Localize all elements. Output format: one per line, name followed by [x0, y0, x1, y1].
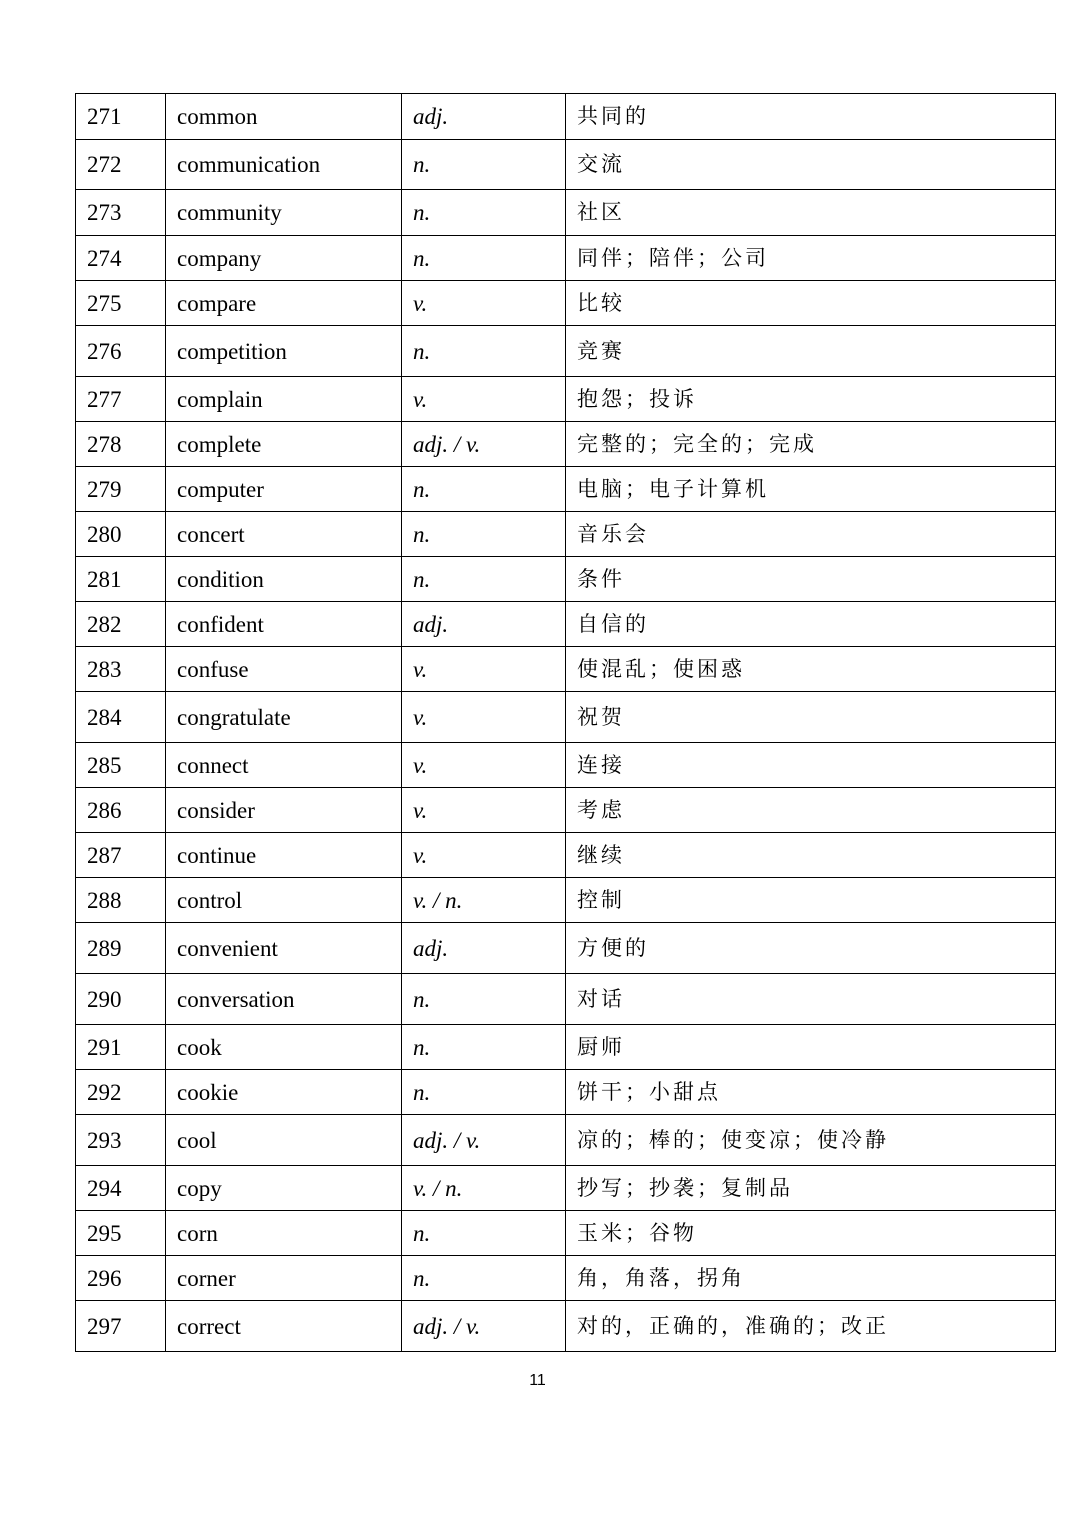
entry-part-of-speech: n.: [402, 557, 566, 602]
entry-word: community: [166, 190, 402, 236]
entry-meaning: 抄写；抄袭；复制品: [566, 1166, 1056, 1211]
entry-part-of-speech: n.: [402, 974, 566, 1025]
entry-word: confuse: [166, 647, 402, 692]
table-row: [76, 1301, 1056, 1352]
entry-word: cookie: [166, 1070, 402, 1115]
entry-part-of-speech: v.: [402, 647, 566, 692]
entry-meaning: 电脑；电子计算机: [566, 467, 1056, 512]
entry-part-of-speech: n.: [402, 1256, 566, 1301]
entry-meaning: 饼干；小甜点: [566, 1070, 1056, 1115]
entry-meaning: 厨师: [566, 1025, 1056, 1070]
entry-part-of-speech: v.: [402, 692, 566, 743]
entry-number: 281: [76, 557, 166, 602]
entry-number: 291: [76, 1025, 166, 1070]
entry-word: condition: [166, 557, 402, 602]
table-row: [76, 422, 1056, 467]
entry-part-of-speech: n.: [402, 467, 566, 512]
entry-word: computer: [166, 467, 402, 512]
entry-meaning: 抱怨；投诉: [566, 377, 1056, 422]
entry-word: congratulate: [166, 692, 402, 743]
entry-word: communication: [166, 140, 402, 190]
table-row: [76, 281, 1056, 326]
entry-part-of-speech: adj.: [402, 602, 566, 647]
entry-word: cook: [166, 1025, 402, 1070]
entry-number: 284: [76, 692, 166, 743]
table-row: [76, 94, 1056, 140]
table-row: [76, 692, 1056, 743]
table-row: [76, 1070, 1056, 1115]
entry-number: 279: [76, 467, 166, 512]
entry-meaning: 比较: [566, 281, 1056, 326]
entry-meaning: 完整的；完全的；完成: [566, 422, 1056, 467]
entry-meaning: 使混乱；使困惑: [566, 647, 1056, 692]
entry-number: 290: [76, 974, 166, 1025]
entry-meaning: 音乐会: [566, 512, 1056, 557]
entry-number: 294: [76, 1166, 166, 1211]
vocabulary-table-body: [76, 94, 1056, 1352]
table-row: [76, 923, 1056, 974]
entry-number: 278: [76, 422, 166, 467]
entry-part-of-speech: n.: [402, 326, 566, 377]
table-row: [76, 743, 1056, 788]
entry-meaning: 玉米；谷物: [566, 1211, 1056, 1256]
entry-word: company: [166, 236, 402, 281]
entry-number: 293: [76, 1115, 166, 1166]
entry-word: corn: [166, 1211, 402, 1256]
table-row: [76, 377, 1056, 422]
entry-meaning: 社区: [566, 190, 1056, 236]
entry-part-of-speech: adj. / v.: [402, 1301, 566, 1352]
entry-number: 277: [76, 377, 166, 422]
entry-meaning: 连接: [566, 743, 1056, 788]
entry-word: conversation: [166, 974, 402, 1025]
entry-number: 285: [76, 743, 166, 788]
entry-part-of-speech: v.: [402, 281, 566, 326]
table-row: [76, 974, 1056, 1025]
entry-meaning: 祝贺: [566, 692, 1056, 743]
table-row: [76, 1115, 1056, 1166]
entry-word: control: [166, 878, 402, 923]
entry-meaning: 交流: [566, 140, 1056, 190]
entry-part-of-speech: n.: [402, 140, 566, 190]
entry-number: 282: [76, 602, 166, 647]
entry-word: complain: [166, 377, 402, 422]
entry-word: common: [166, 94, 402, 140]
entry-meaning: 条件: [566, 557, 1056, 602]
table-row: [76, 140, 1056, 190]
table-row: [76, 878, 1056, 923]
entry-number: 272: [76, 140, 166, 190]
table-row: [76, 788, 1056, 833]
entry-number: 283: [76, 647, 166, 692]
table-row: [76, 1025, 1056, 1070]
entry-word: compare: [166, 281, 402, 326]
entry-number: 276: [76, 326, 166, 377]
entry-number: 286: [76, 788, 166, 833]
entry-number: 297: [76, 1301, 166, 1352]
entry-part-of-speech: n.: [402, 1025, 566, 1070]
entry-number: 273: [76, 190, 166, 236]
page-number: 11: [529, 1372, 546, 1389]
entry-part-of-speech: n.: [402, 512, 566, 557]
entry-part-of-speech: n.: [402, 236, 566, 281]
entry-meaning: 竞赛: [566, 326, 1056, 377]
entry-word: cool: [166, 1115, 402, 1166]
entry-word: corner: [166, 1256, 402, 1301]
entry-meaning: 角，角落，拐角: [566, 1256, 1056, 1301]
entry-part-of-speech: adj.: [402, 923, 566, 974]
entry-word: correct: [166, 1301, 402, 1352]
entry-word: continue: [166, 833, 402, 878]
entry-meaning: 方便的: [566, 923, 1056, 974]
table-row: [76, 833, 1056, 878]
entry-word: concert: [166, 512, 402, 557]
table-row: [76, 467, 1056, 512]
entry-part-of-speech: v.: [402, 377, 566, 422]
entry-word: connect: [166, 743, 402, 788]
entry-part-of-speech: n.: [402, 1070, 566, 1115]
entry-number: 296: [76, 1256, 166, 1301]
entry-number: 287: [76, 833, 166, 878]
entry-word: consider: [166, 788, 402, 833]
entry-number: 292: [76, 1070, 166, 1115]
entry-part-of-speech: v. / n.: [402, 1166, 566, 1211]
entry-meaning: 对话: [566, 974, 1056, 1025]
entry-part-of-speech: v.: [402, 833, 566, 878]
entry-part-of-speech: n.: [402, 1211, 566, 1256]
table-row: [76, 326, 1056, 377]
entry-meaning: 控制: [566, 878, 1056, 923]
entry-number: 288: [76, 878, 166, 923]
entry-word: copy: [166, 1166, 402, 1211]
entry-number: 274: [76, 236, 166, 281]
entry-part-of-speech: v. / n.: [402, 878, 566, 923]
entry-meaning: 继续: [566, 833, 1056, 878]
table-row: [76, 647, 1056, 692]
table-row: [76, 1256, 1056, 1301]
entry-part-of-speech: adj. / v.: [402, 1115, 566, 1166]
entry-word: convenient: [166, 923, 402, 974]
entry-number: 271: [76, 94, 166, 140]
entry-part-of-speech: n.: [402, 190, 566, 236]
table-row: [76, 236, 1056, 281]
entry-part-of-speech: v.: [402, 743, 566, 788]
vocabulary-table: [75, 93, 1056, 1352]
entry-meaning: 自信的: [566, 602, 1056, 647]
entry-meaning: 共同的: [566, 94, 1056, 140]
entry-meaning: 考虑: [566, 788, 1056, 833]
table-row: [76, 602, 1056, 647]
entry-number: 289: [76, 923, 166, 974]
entry-word: competition: [166, 326, 402, 377]
entry-part-of-speech: v.: [402, 788, 566, 833]
entry-word: confident: [166, 602, 402, 647]
entry-part-of-speech: adj.: [402, 94, 566, 140]
entry-meaning: 同伴；陪伴；公司: [566, 236, 1056, 281]
table-row: [76, 1166, 1056, 1211]
entry-number: 275: [76, 281, 166, 326]
entry-part-of-speech: adj. / v.: [402, 422, 566, 467]
table-row: [76, 512, 1056, 557]
table-row: [76, 557, 1056, 602]
entry-meaning: 凉的；棒的；使变凉；使冷静: [566, 1115, 1056, 1166]
table-row: [76, 1211, 1056, 1256]
entry-number: 280: [76, 512, 166, 557]
entry-meaning: 对的，正确的，准确的；改正: [566, 1301, 1056, 1352]
entry-number: 295: [76, 1211, 166, 1256]
entry-word: complete: [166, 422, 402, 467]
table-row: [76, 190, 1056, 236]
